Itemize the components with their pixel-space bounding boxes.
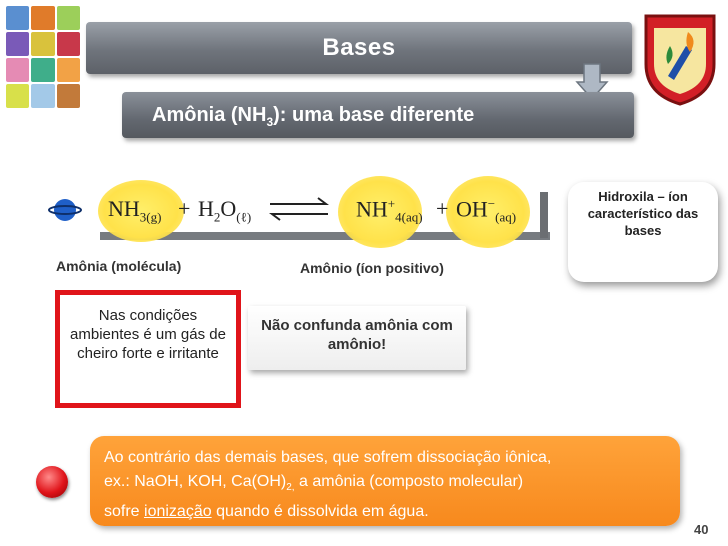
formula-h2o: $H_2O_{(\ell)}$ [198, 196, 252, 225]
institute-logo [638, 6, 722, 106]
callout-pointer-bar [540, 192, 548, 238]
label-molecule: Amônia (molécula) [56, 258, 182, 274]
page-number: 40 [694, 522, 709, 537]
info-text: Ao contrário das demais bases, que sofrem dissociação iônica, ex.: NaOH, KOH, $Ca(OH)_{2,}$ a amônia (composto molecular) sofre ionização quando é dissolvida em água. [104, 449, 552, 521]
label-ion: Amônio (íon positivo) [300, 260, 444, 276]
plus-sign-2: + [436, 196, 449, 221]
red-bullet-icon [36, 466, 68, 498]
formula-nh4: $NH^+_{4(aq)}$ [356, 196, 423, 225]
red-box-text: Nas condições ambientes é um gás de cheiro forte e irritante [70, 307, 226, 362]
formula-oh: $OH^-_{(aq)}$ [456, 196, 517, 225]
plus-sign: + [178, 196, 191, 221]
callout-text: Hidroxila – íon característico das bases [587, 189, 699, 238]
photo-mosaic [6, 6, 80, 108]
slide-subtitle: Amônia $(NH_3)$: uma base diferente [152, 104, 475, 129]
equilibrium-arrows-icon [268, 196, 330, 222]
globe-icon [48, 196, 82, 224]
slide-title: Bases [322, 34, 396, 61]
formula-nh3: $NH_{3(g)}$ [108, 196, 162, 225]
note-text: Não confunda amônia com amônio! [261, 317, 453, 353]
ionizacao-link[interactable]: ionização [144, 503, 212, 521]
